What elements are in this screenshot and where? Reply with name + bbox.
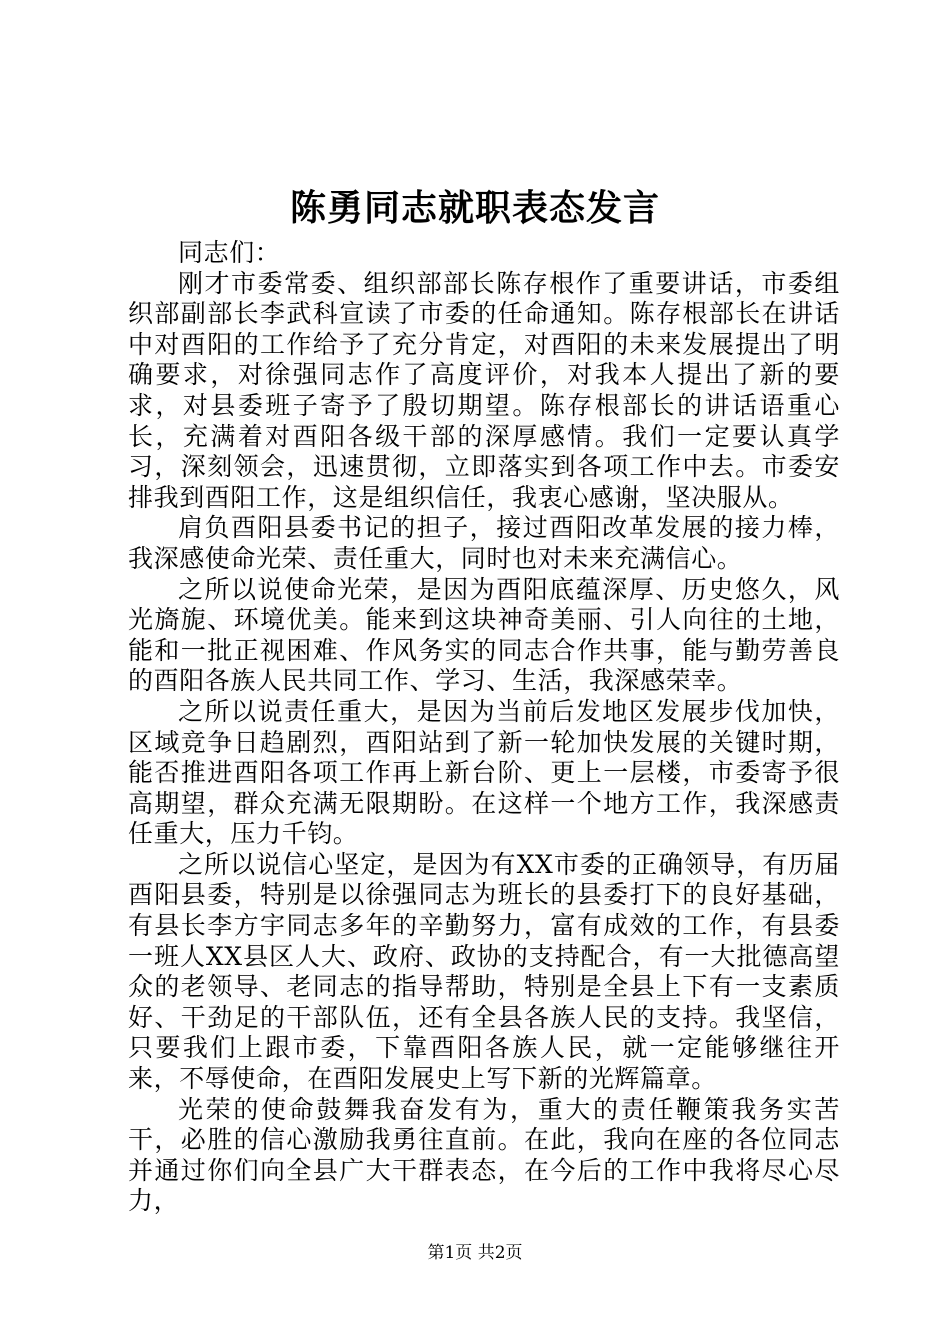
- paragraph: 之所以说使命光荣，是因为酉阳底蕴深厚、历史悠久，风光旖旎、环境优美。能来到这块神奇美丽、引人向往的土地，能和一批正视困难、作风务实的同志合作共事，能与勤劳善良的酉阳各族人民共同工作、学习、生活，我深感荣幸。: [128, 574, 840, 696]
- paragraph: 之所以说信心坚定，是因为有XX市委的正确领导，有历届酉阳县委，特别是以徐强同志为班长的县委打下的良好基础，有县长李方宇同志多年的辛勤努力，富有成效的工作，有县委一班人XX县区人大、政府、政协的支持配合，有一大批德高望众的老领导、老同志的指导帮助，特别是全县上下有一支素质好、干劲足的干部队伍，还有全县各族人民的支持。我坚信，只要我们上跟市委，下靠酉阳各族人民，就一定能够继往开来，不辱使命，在酉阳发展史上写下新的光辉篇章。: [128, 849, 840, 1094]
- paragraph: 肩负酉阳县委书记的担子，接过酉阳改革发展的接力棒，我深感使命光荣、责任重大，同时也对未来充满信心。: [128, 513, 840, 573]
- document-body: [128, 238, 840, 1217]
- paragraph: 之所以说责任重大，是因为当前后发地区发展步伐加快，区域竞争日趋剧烈，酉阳站到了新一轮加快发展的关键时期，能否推进酉阳各项工作再上新台阶、更上一层楼，市委寄予很高期望，群众充满无限期盼。在这样一个地方工作，我深感责任重大，压力千钧。: [128, 696, 840, 849]
- salutation: 同志们：: [178, 238, 281, 267]
- document-title: 陈勇同志就职表态发言: [289, 187, 660, 229]
- paragraph: 刚才市委常委、组织部部长陈存根作了重要讲话，市委组织部副部长李武科宣读了市委的任命通知。陈存根部长在讲话中对酉阳的工作给予了充分肯定，对酉阳的未来发展提出了明确要求，对徐强同志作了高度评价，对我本人提出了新的要求，对县委班子寄予了殷切期望。陈存根部长的讲话语重心长，充满着对酉阳各级干部的深厚感情。我们一定要认真学习，深刻领会，迅速贯彻，立即落实到各项工作中去。市委安排我到酉阳工作，这是组织信任，我衷心感谢，坚决服从。: [128, 268, 840, 512]
- page-footer: 第1页 共2页: [427, 1243, 523, 1263]
- paragraph: 光荣的使命鼓舞我奋发有为，重大的责任鞭策我务实苦干，必胜的信心激励我勇往直前。在此，我向在座的各位同志并通过你们向全县广大干群表态，在今后的工作中我将尽心尽力，: [128, 1094, 840, 1216]
